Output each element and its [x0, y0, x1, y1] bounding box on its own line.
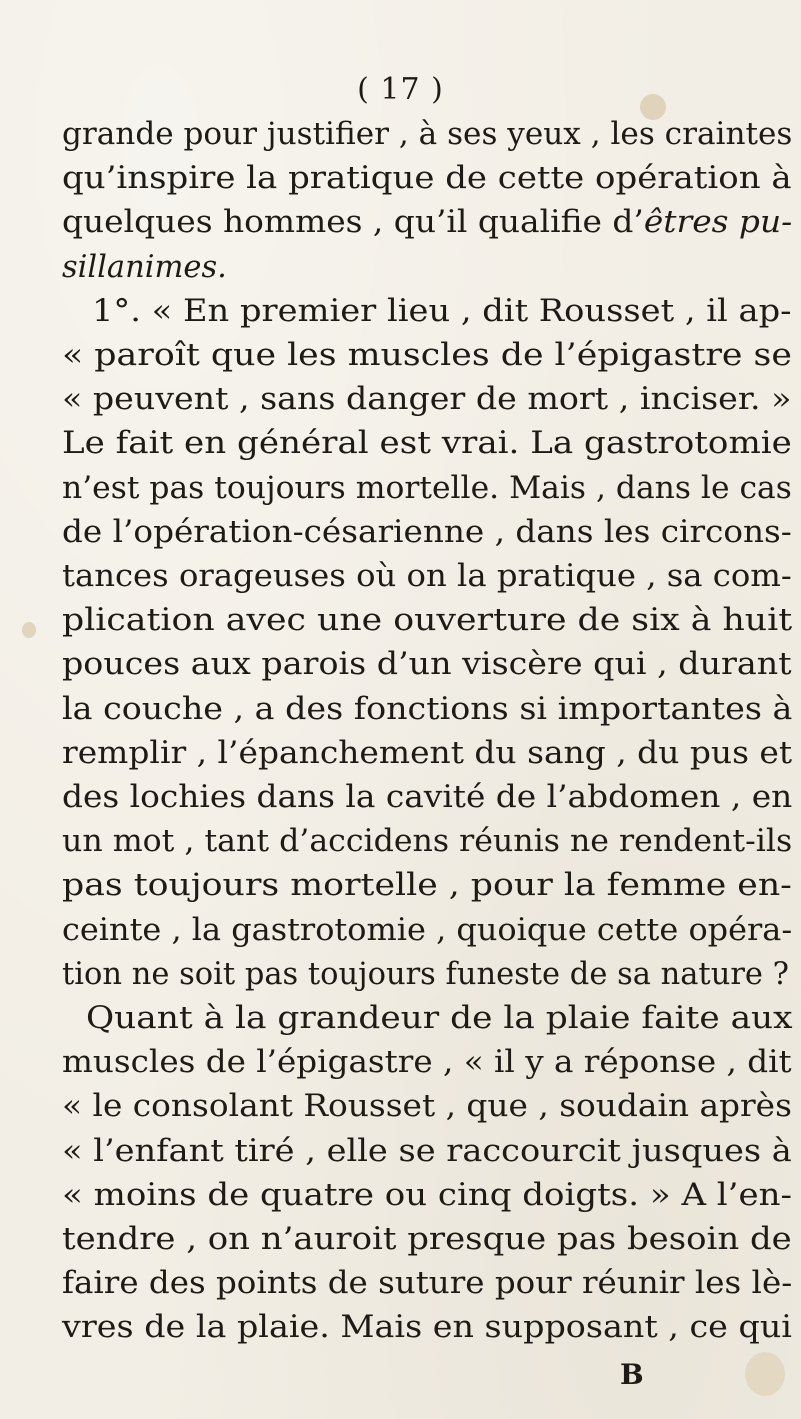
text-line-content: grande pour justifier , à ses yeux , les craintes — [62, 117, 793, 152]
text-line-content: tendre , on n’auroit presque pas besoin de — [62, 1222, 792, 1257]
text-line — [62, 157, 792, 201]
text-line — [62, 732, 792, 776]
text-line-content: quelques hommes , qu’il qualifie d’ — [62, 205, 644, 241]
text-line — [62, 511, 792, 555]
text-line — [62, 201, 792, 245]
text-line — [62, 422, 792, 466]
paper-stain — [22, 622, 36, 638]
text-line — [62, 599, 792, 643]
text-line — [62, 113, 792, 157]
italic-text: sillanimes. — [62, 249, 227, 285]
signature-mark: B — [620, 1358, 644, 1391]
text-line — [62, 1262, 792, 1306]
text-line-content: Le fait en général est vrai. La gastrotomie — [62, 426, 792, 462]
text-line — [62, 688, 792, 732]
text-line-content: plication avec une ouverture de six à huit — [62, 603, 793, 639]
text-line — [62, 378, 792, 422]
text-line — [62, 643, 792, 687]
text-line-content: pouces aux parois d’un viscère qui , durant — [62, 647, 792, 683]
text-line — [62, 1218, 792, 1262]
italic-text: êtres pu- — [643, 205, 793, 241]
text-line — [92, 290, 792, 334]
text-line-content: muscles de l’épigastre , « il y a réponse , dit — [62, 1045, 792, 1081]
text-line-content: « l’enfant tiré , elle se raccourcit jusques à — [62, 1133, 792, 1169]
text-line-content: vres de la plaie. Mais en supposant , ce qui — [62, 1310, 792, 1346]
text-line-content: des lochies dans la cavité de l’abdomen , en — [62, 780, 793, 815]
text-line — [62, 1306, 792, 1350]
text-line — [62, 1085, 792, 1129]
text-line-content: tion ne soit pas toujours funeste de sa nature ? — [62, 956, 790, 992]
text-line — [62, 909, 792, 953]
text-line — [86, 997, 793, 1041]
text-line-content: Quant à la grandeur de la plaie faite aux — [86, 1001, 793, 1036]
text-line-content: « peuvent , sans danger de mort , inciser. » — [62, 382, 792, 418]
text-line-content: « paroît que les muscles de l’épigastre se — [62, 338, 792, 373]
text-line-content: tances orageuses où on la pratique , sa com- — [62, 559, 792, 594]
text-line-content: 1°. « En premier lieu , dit Rousset , il ap- — [92, 293, 792, 329]
text-line-content: n’est pas toujours mortelle. Mais , dans le cas — [62, 470, 792, 506]
text-line-content: qu’inspire la pratique de cette opération à — [62, 161, 792, 197]
text-line-content: « le consolant Rousset , que , soudain après — [62, 1089, 792, 1125]
text-line-content: pas toujours mortelle , pour la femme en- — [62, 868, 792, 904]
text-line — [62, 1130, 792, 1174]
text-line — [62, 1041, 792, 1085]
text-line — [62, 246, 227, 290]
text-line-content: « moins de quatre ou cinq doigts. » A l’en- — [62, 1177, 792, 1213]
text-line-content: remplir , l’épanchement du sang , du pus et — [62, 735, 793, 771]
text-line-content: un mot , tant d’accidens réunis ne rendent-ils — [62, 824, 793, 860]
text-line — [62, 864, 792, 908]
text-line — [62, 1174, 792, 1218]
page-number: ( 17 ) — [357, 72, 444, 107]
text-line — [62, 820, 792, 864]
text-line-content: de l’opération-césarienne , dans les circons- — [62, 514, 792, 550]
text-line-content: ceinte , la gastrotomie , quoique cette opéra- — [62, 912, 793, 948]
text-line — [62, 467, 792, 511]
text-line — [62, 776, 792, 820]
text-line — [62, 334, 792, 378]
text-line — [62, 953, 789, 997]
text-line-content: faire des points de suture pour réunir les lè- — [62, 1266, 793, 1302]
paper-stain — [745, 1352, 785, 1396]
text-line — [62, 555, 792, 599]
text-line-content: la couche , a des fonctions si importantes à — [62, 691, 793, 727]
